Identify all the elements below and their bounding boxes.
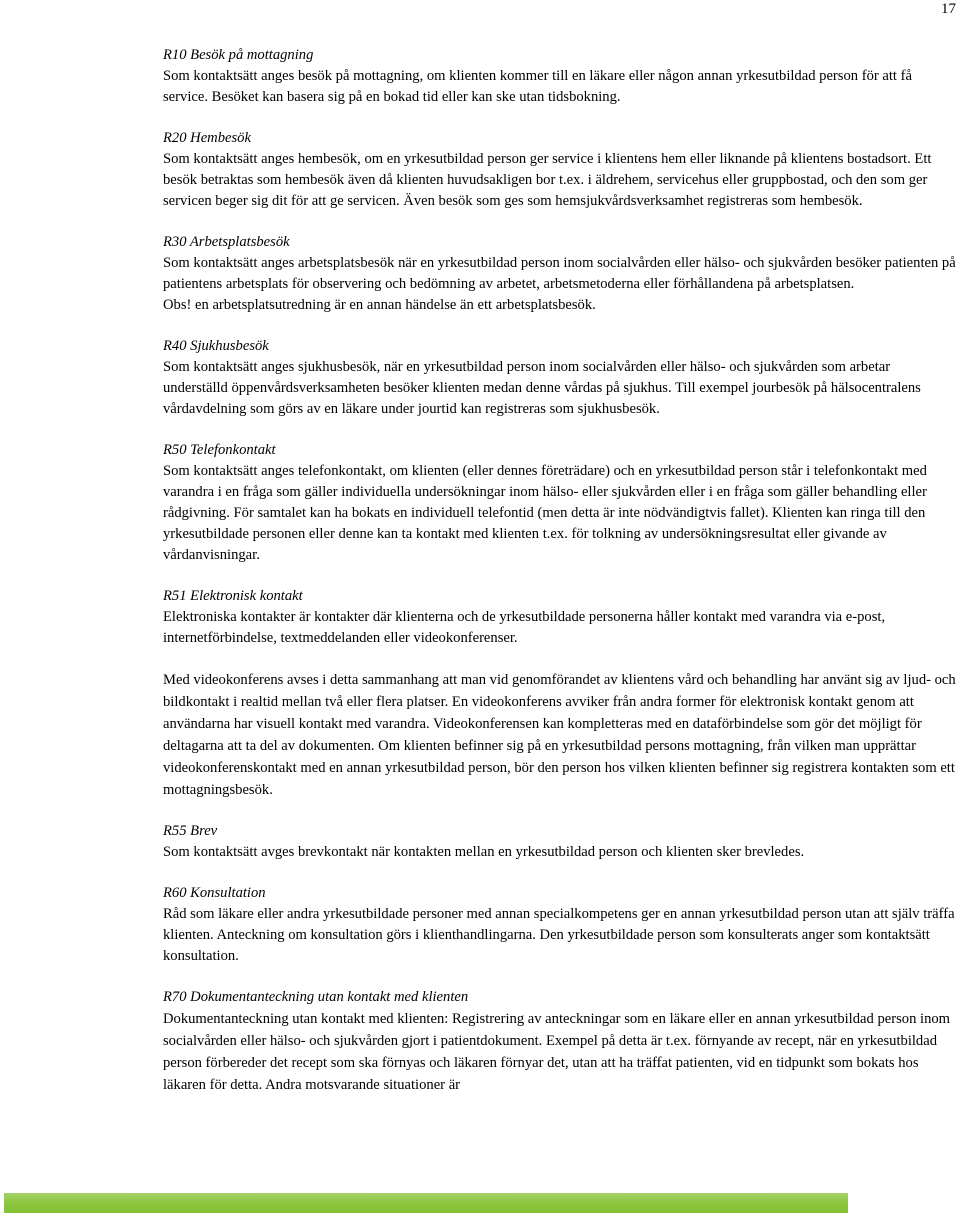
section-heading: R30 Arbetsplatsbesök — [163, 234, 290, 250]
section-heading: R55 Brev — [163, 823, 218, 839]
section-r20 — [163, 128, 958, 212]
section-r60 — [163, 883, 958, 967]
section-paragraph: Elektroniska kontakter är kontakter där klienterna och de yrkesutbildade personerna håller kontakt med varandra via e-post, internetförbindelse, textmeddelanden eller videokonferenser. — [163, 609, 886, 646]
section-paragraph: Som kontaktsätt anges telefonkontakt, om klienten (eller dennes företrädare) och en yrkesutbildad person står i telefonkontakt med varandra i en fråga som gäller individuella undersökningar inom hälso- eller sjukvården eller i en fråga som gäller behandling eller rådgivning. För samtalet kan ha bokats en individuell telefontid (men detta är inte nödvändigtvis fallet). Klienten kan ringa till den yrkesutbildade personen eller denne kan ta kontakt med klienten t.ex. för tolkning av undersökningsresultat eller givande av vårdanvisningar. — [163, 463, 927, 563]
section-heading: R60 Konsultation — [163, 885, 266, 901]
section-r10 — [163, 45, 958, 108]
section-paragraph: Som kontaktsätt anges besök på mottagning, om klienten kommer till en läkare eller någon annan yrkesutbildad person för att få service. Besöket kan basera sig på en bokad tid eller kan ske utan tidsbokning. — [163, 68, 912, 105]
section-paragraph: Som kontaktsätt anges sjukhusbesök, när en yrkesutbildad person inom socialvården eller hälso- och sjukvården som arbetar underställd öppenvårdsverksamheten besöker klienten medan denne vårdas på sjukhus. Till exempel jourbesök på hälsocentralens vårdavdelning som görs av en läkare under jourtid kan registreras som sjukhusbesök. — [163, 359, 921, 417]
section-paragraph: Som kontaktsätt anges hembesök, om en yrkesutbildad person ger service i klientens hem eller liknande på klientens bostadsort. Ett besök betraktas som hembesök även då klienten huvudsakligen bor t.ex. i äldrehem, servicehus eller gruppbostad, och den som ger servicen beger sig dit för att ge servicen. Även besök som ges som hemsjukvårdsverksamhet registreras som hembesök. — [163, 151, 932, 209]
section-heading: R10 Besök på mottagning — [163, 47, 314, 63]
section-paragraph: Som kontaktsätt anges arbetsplatsbesök när en yrkesutbildad person inom socialvården eller hälso- och sjukvården besöker patienten på patientens arbetsplats för observering och bedömning av arbetet, arbetsmetoderna eller förhållandena på arbetsplatsen. — [163, 255, 956, 292]
section-heading: R70 Dokumentanteckning utan kontakt med klienten — [163, 989, 469, 1005]
section-paragraph: Råd som läkare eller andra yrkesutbildade personer med annan specialkompetens ger en annan yrkesutbildad person utan att själv träffa klienten. Anteckning om konsultation görs i klienthandlingarna. Den yrkesutbildade person som konsulterats anger som kontaktsätt konsultation. — [163, 906, 955, 964]
page-number: 17 — [941, 1, 956, 17]
section-heading: R40 Sjukhusbesök — [163, 338, 269, 354]
paragraph-spacer — [163, 649, 958, 669]
document-body — [163, 45, 958, 1116]
section-paragraph: Som kontaktsätt avges brevkontakt när kontakten mellan en yrkesutbildad person och klienten sker brevledes. — [163, 844, 805, 860]
section-paragraph: Dokumentanteckning utan kontakt med klienten: Registrering av anteckningar som en läkare eller en annan yrkesutbildad person inom socialvården eller hälso- och sjukvården gjort i patientdokument. Exempel på detta är t.ex. förnyande av recept, när en yrkesutbildad person förbereder det recept som ska förnyas och läkaren förnyar det, utan att ha träffat patienten, vid en tidpunkt som bokats hos läkaren för detta. Andra motsvarande situationer är — [163, 1011, 951, 1093]
section-paragraph: Med videokonferens avses i detta sammanhang att man vid genomförandet av klientens vård och behandling har använt sig av ljud- och bildkontakt i realtid mellan två eller flera platser. En videokonferens avviker från andra former för elektronisk kontakt genom att användarna har visuell kontakt med varandra. Videokonferensen kan kompletteras med en dataförbindelse som gör det möjligt för deltagarna att ta del av dokumenten. Om klienten befinner sig på en yrkesutbildad persons mottagning, från vilken man upprättar videokonferenskontakt med en annan yrkesutbildad person, bör den person hos vilken klienten befinner sig registrera kontakten som ett mottagningsbesök. — [163, 672, 956, 798]
section-paragraph: Obs! en arbetsplatsutredning är en annan händelse än ett arbetsplatsbesök. — [163, 297, 596, 313]
section-heading: R20 Hembesök — [163, 130, 251, 146]
section-r55 — [163, 821, 958, 863]
section-r30 — [163, 232, 958, 316]
section-heading: R50 Telefonkontakt — [163, 442, 276, 458]
section-r70 — [163, 987, 958, 1096]
section-heading: R51 Elektronisk kontakt — [163, 588, 303, 604]
footer-accent-bar — [4, 1193, 848, 1213]
section-r50 — [163, 440, 958, 566]
section-r51 — [163, 586, 958, 801]
section-r40 — [163, 336, 958, 420]
